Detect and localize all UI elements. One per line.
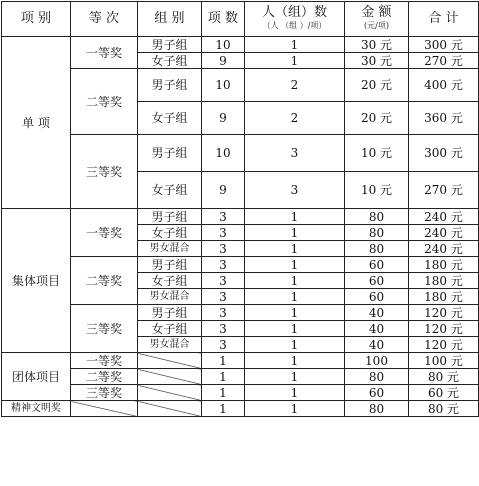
total-cell: 180 元 (409, 257, 479, 273)
table-row (2, 69, 479, 102)
count-cell: 3 (202, 209, 245, 225)
grade-cell-empty (71, 401, 138, 417)
header-group: 组 别 (138, 2, 202, 37)
group-cell: 男子组 (138, 305, 202, 321)
amount-cell: 80 (345, 241, 409, 257)
grade-third-collective: 三等奖 (71, 305, 138, 353)
count-cell: 3 (202, 337, 245, 353)
count-cell: 3 (202, 305, 245, 321)
people-cell: 1 (245, 273, 345, 289)
total-cell: 270 元 (409, 53, 479, 69)
people-cell: 1 (245, 305, 345, 321)
group-cell: 男女混合 (138, 241, 202, 257)
amount-cell: 10 元 (345, 135, 409, 172)
total-cell: 100 元 (409, 353, 479, 369)
category-collective: 集体项目 (2, 209, 71, 353)
header-amount-label: 金 额 (361, 5, 392, 20)
total-cell: 80 元 (409, 369, 479, 385)
amount-cell: 80 (345, 209, 409, 225)
header-item: 项 别 (2, 2, 71, 37)
count-cell: 1 (202, 353, 245, 369)
group-cell: 女子组 (138, 225, 202, 241)
count-cell: 1 (202, 385, 245, 401)
people-cell: 1 (245, 53, 345, 69)
table-row (2, 369, 479, 385)
total-cell: 240 元 (409, 241, 479, 257)
grade-third-single: 三等奖 (71, 135, 138, 209)
amount-cell: 20 元 (345, 102, 409, 135)
grade-second-team: 二等奖 (71, 369, 138, 385)
total-cell: 270 元 (409, 172, 479, 209)
grade-third-team: 三等奖 (71, 385, 138, 401)
count-cell: 1 (202, 401, 245, 417)
group-cell: 男子组 (138, 209, 202, 225)
total-cell: 360 元 (409, 102, 479, 135)
group-cell: 男子组 (138, 37, 202, 53)
table-row (2, 257, 479, 273)
people-cell: 3 (245, 172, 345, 209)
total-cell: 300 元 (409, 37, 479, 53)
people-cell: 1 (245, 321, 345, 337)
people-cell: 1 (245, 337, 345, 353)
category-spirit: 精神文明奖 (2, 401, 71, 417)
count-cell: 3 (202, 289, 245, 305)
amount-cell: 40 (345, 305, 409, 321)
count-cell: 3 (202, 257, 245, 273)
category-team: 团体项目 (2, 353, 71, 401)
group-cell: 男子组 (138, 257, 202, 273)
group-cell: 女子组 (138, 172, 202, 209)
count-cell: 10 (202, 135, 245, 172)
header-people (245, 2, 345, 37)
group-cell: 男子组 (138, 69, 202, 102)
total-cell: 60 元 (409, 385, 479, 401)
table-row (2, 385, 479, 401)
count-cell: 3 (202, 225, 245, 241)
count-cell: 3 (202, 321, 245, 337)
people-cell: 1 (245, 37, 345, 53)
people-cell: 1 (245, 401, 345, 417)
table-row (2, 401, 479, 417)
count-cell: 9 (202, 172, 245, 209)
header-total: 合 计 (409, 2, 479, 37)
group-cell-empty (138, 385, 202, 401)
table-row (2, 37, 479, 53)
count-cell: 3 (202, 241, 245, 257)
count-cell: 3 (202, 273, 245, 289)
amount-cell: 60 (345, 257, 409, 273)
header-people-sub: （人 （组 ）/项） (262, 21, 327, 30)
people-cell: 3 (245, 135, 345, 172)
header-amount (345, 2, 409, 37)
people-cell: 1 (245, 353, 345, 369)
grade-second-collective: 二等奖 (71, 257, 138, 305)
people-cell: 1 (245, 257, 345, 273)
amount-cell: 60 (345, 385, 409, 401)
amount-cell: 60 (345, 289, 409, 305)
header-row (2, 2, 479, 37)
total-cell: 180 元 (409, 273, 479, 289)
amount-cell: 10 元 (345, 172, 409, 209)
amount-cell: 80 (345, 225, 409, 241)
total-cell: 80 元 (409, 401, 479, 417)
count-cell: 10 (202, 37, 245, 53)
group-cell-empty (138, 369, 202, 385)
people-cell: 1 (245, 209, 345, 225)
people-cell: 2 (245, 69, 345, 102)
people-cell: 2 (245, 102, 345, 135)
total-cell: 300 元 (409, 135, 479, 172)
grade-second-single: 二等奖 (71, 69, 138, 135)
count-cell: 10 (202, 69, 245, 102)
amount-cell: 20 元 (345, 69, 409, 102)
amount-cell: 30 元 (345, 37, 409, 53)
total-cell: 240 元 (409, 209, 479, 225)
grade-first-single: 一等奖 (71, 37, 138, 69)
grade-first-team: 一等奖 (71, 353, 138, 369)
header-amount-sub: (元/项) (364, 21, 389, 30)
category-single: 单 项 (2, 37, 71, 209)
count-cell: 9 (202, 102, 245, 135)
table-row (2, 353, 479, 369)
group-cell: 女子组 (138, 273, 202, 289)
group-cell: 女子组 (138, 102, 202, 135)
group-cell: 女子组 (138, 321, 202, 337)
amount-cell: 30 元 (345, 53, 409, 69)
amount-cell: 80 (345, 401, 409, 417)
amount-cell: 40 (345, 337, 409, 353)
amount-cell: 80 (345, 369, 409, 385)
total-cell: 120 元 (409, 305, 479, 321)
group-cell: 男女混合 (138, 337, 202, 353)
total-cell: 180 元 (409, 289, 479, 305)
total-cell: 240 元 (409, 225, 479, 241)
amount-cell: 40 (345, 321, 409, 337)
grade-first-collective: 一等奖 (71, 209, 138, 257)
people-cell: 1 (245, 241, 345, 257)
total-cell: 120 元 (409, 321, 479, 337)
total-cell: 120 元 (409, 337, 479, 353)
group-cell-empty (138, 353, 202, 369)
people-cell: 1 (245, 225, 345, 241)
group-cell-empty (138, 401, 202, 417)
count-cell: 1 (202, 369, 245, 385)
table-row (2, 209, 479, 225)
group-cell: 男子组 (138, 135, 202, 172)
table-row (2, 305, 479, 321)
total-cell: 400 元 (409, 69, 479, 102)
group-cell: 女子组 (138, 53, 202, 69)
people-cell: 1 (245, 385, 345, 401)
header-grade: 等 次 (71, 2, 138, 37)
people-cell: 1 (245, 289, 345, 305)
header-count: 项 数 (202, 2, 245, 37)
people-cell: 1 (245, 369, 345, 385)
count-cell: 9 (202, 53, 245, 69)
header-people-label: 人（组）数 (261, 5, 327, 20)
group-cell: 男女混合 (138, 289, 202, 305)
table-row (2, 135, 479, 172)
award-table (1, 1, 479, 417)
amount-cell: 100 (345, 353, 409, 369)
amount-cell: 60 (345, 273, 409, 289)
